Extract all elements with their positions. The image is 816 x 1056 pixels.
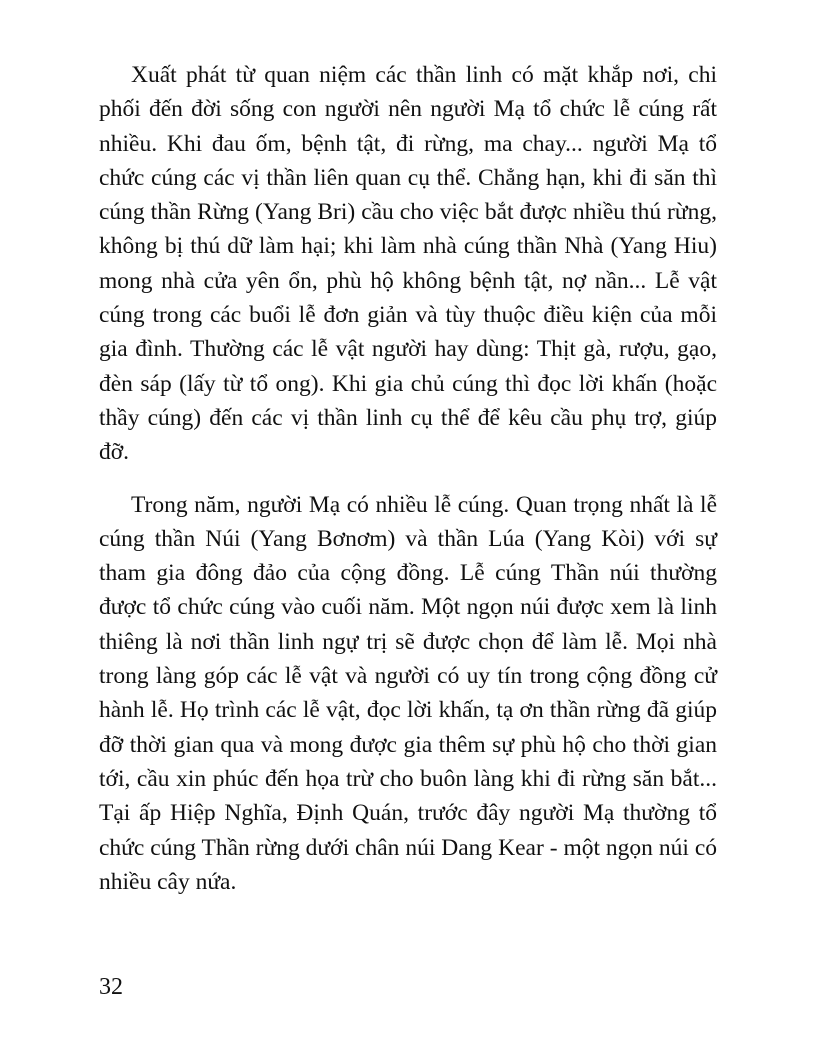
paragraph-1: Xuất phát từ quan niệm các thần linh có mặt khắp nơi, chi phối đến đời sống con người nên người Mạ tổ chức lễ cúng rất nhiều. Khi đau ốm, bệnh tật, đi rừng, ma chay... người Mạ tổ chức cúng các vị thần liên quan cụ thể. Chẳng hạn, khi đi săn thì cúng thần Rừng (Yang Bri) cầu cho việc bắt được nhiều thú rừng, không bị thú dữ làm hại; khi làm nhà cúng thần Nhà (Yang Hiu) mong nhà cửa yên ổn, phù hộ không bệnh tật, nợ nần... Lễ vật cúng trong các buổi lễ đơn giản và tùy thuộc điều kiện của mỗi gia đình. Thường các lễ vật người hay dùng: Thịt gà, rượu, gạo, đèn sáp (lấy từ tổ ong). Khi gia chủ cúng thì đọc lời khấn (hoặc thầy cúng) đến các vị thần linh cụ thể để kêu cầu phụ trợ, giúp đỡ.	[99, 62, 717, 466]
paragraph-2: Trong năm, người Mạ có nhiều lễ cúng. Quan trọng nhất là lễ cúng thần Núi (Yang Bơnơm) và thần Lúa (Yang Kòi) với sự tham gia đông đảo của cộng đồng. Lễ cúng Thần núi thường được tổ chức cúng vào cuối năm. Một ngọn núi được xem là linh thiêng là nơi thần linh ngự trị sẽ được chọn để làm lễ. Mọi nhà trong làng góp các lễ vật và người có uy tín trong cộng đồng cử hành lễ. Họ trình các lễ vật, đọc lời khấn, tạ ơn thần rừng đã giúp đỡ thời gian qua và mong được gia thêm sự phù hộ cho thời gian tới, cầu xin phúc đến họa trừ cho buôn làng khi đi rừng săn bắt... Tại ấp Hiệp Nghĩa, Định Quán, trước đây người Mạ thường tổ chức cúng Thần rừng dưới chân núi Dang Kear - một ngọn núi có nhiều cây nứa.	[99, 491, 717, 895]
page-number: 32	[99, 974, 123, 1000]
body-text	[99, 58, 717, 899]
